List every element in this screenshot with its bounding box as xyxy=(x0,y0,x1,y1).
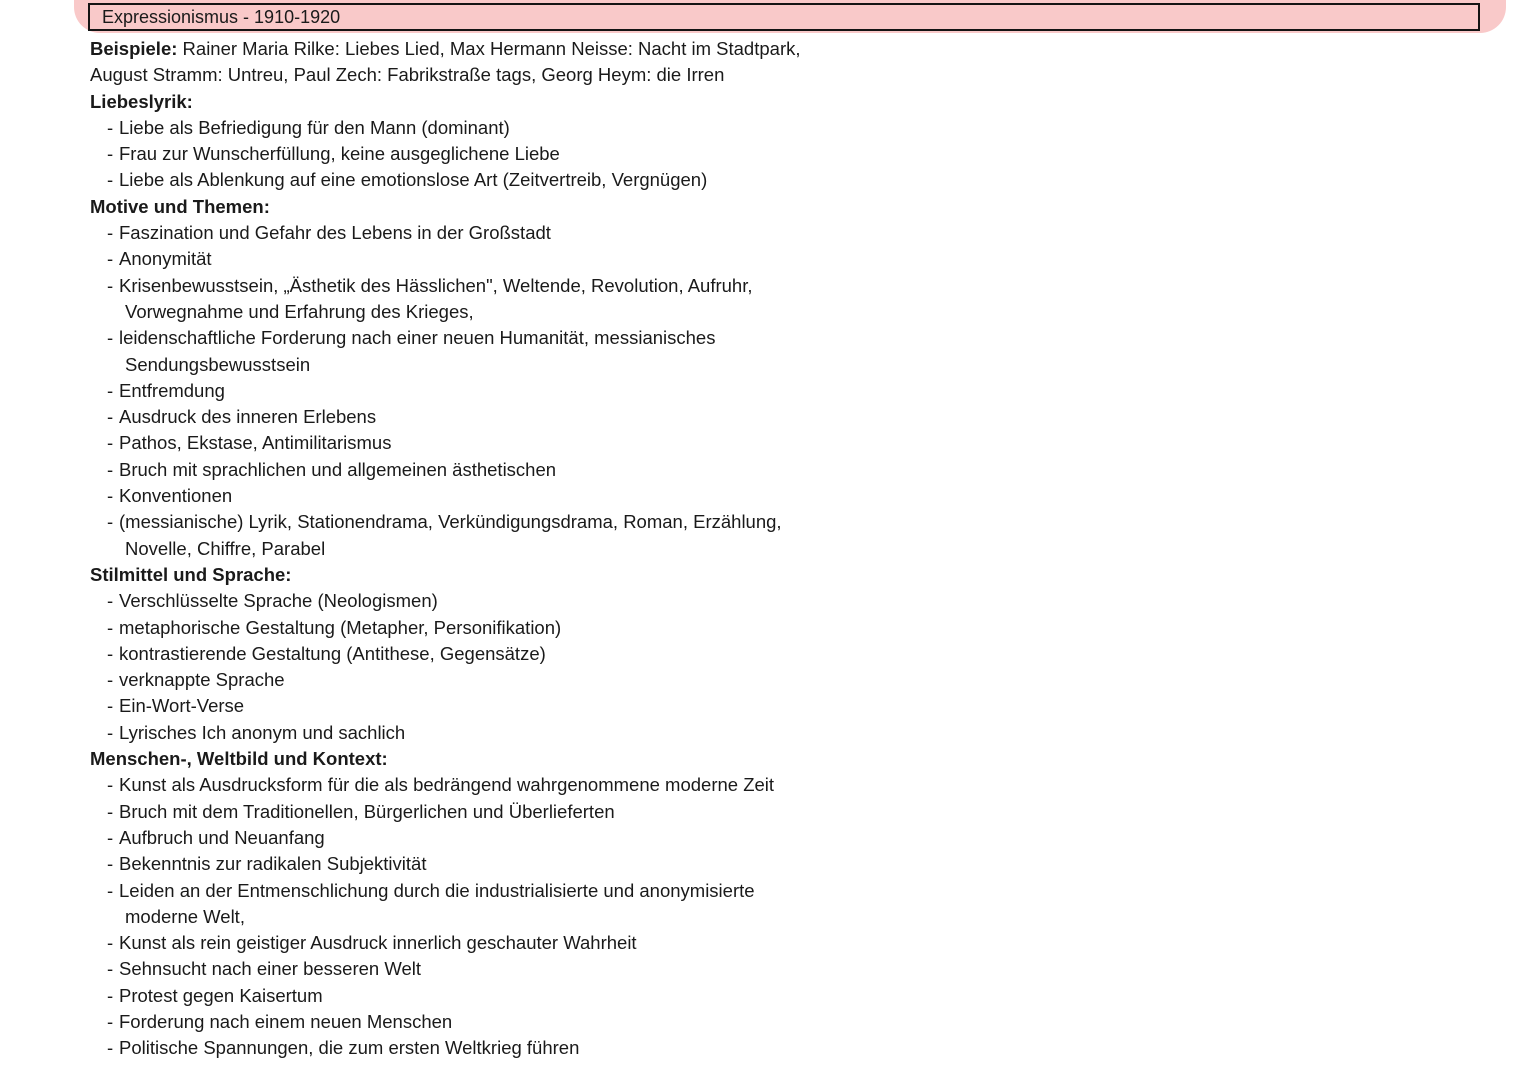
list-item: - Leiden an der Entmenschlichung durch die industrialisierte und anonymisierte moderne Welt, xyxy=(107,878,850,931)
examples-line-1: Rainer Maria Rilke: Liebes Lied, Max Hermann Neisse: Nacht im Stadtpark, xyxy=(182,38,801,59)
list-item: - (messianische) Lyrik, Stationendrama, Verkündigungsdrama, Roman, Erzählung, Novelle, Chiffre, Parabel xyxy=(107,509,850,562)
list-item: - verknappte Sprache xyxy=(107,667,850,693)
examples-paragraph xyxy=(90,36,850,89)
list-item: - Frau zur Wunscherfüllung, keine ausgeglichene Liebe xyxy=(107,141,850,167)
list-stilmittel xyxy=(90,588,850,746)
list-item: - Sehnsucht nach einer besseren Welt xyxy=(107,956,850,982)
document-body xyxy=(90,36,850,1062)
list-item: - Aufbruch und Neuanfang xyxy=(107,825,850,851)
heading-stilmittel: Stilmittel und Sprache: xyxy=(90,563,292,585)
page-title: Expressionismus - 1910-1920 xyxy=(88,3,1480,31)
list-item: - Protest gegen Kaisertum xyxy=(107,983,850,1009)
list-item: - kontrastierende Gestaltung (Antithese, Gegensätze) xyxy=(107,641,850,667)
list-item: - Bekenntnis zur radikalen Subjektivität xyxy=(107,851,850,877)
heading-motive: Motive und Themen: xyxy=(90,195,270,217)
list-item: - Bruch mit dem Traditionellen, Bürgerlichen und Überlieferten xyxy=(107,799,850,825)
list-item: - Ein-Wort-Verse xyxy=(107,693,850,719)
list-item: - Bruch mit sprachlichen und allgemeinen ästhetischen xyxy=(107,457,850,483)
list-item: - Politische Spannungen, die zum ersten Weltkrieg führen xyxy=(107,1035,850,1061)
list-item: - Liebe als Ablenkung auf eine emotionslose Art (Zeitvertreib, Vergnügen) xyxy=(107,167,850,193)
list-item: - Forderung nach einem neuen Menschen xyxy=(107,1009,850,1035)
list-item: - Anonymität xyxy=(107,246,850,272)
list-item: - Pathos, Ekstase, Antimilitarismus xyxy=(107,430,850,456)
examples-label: Beispiele: xyxy=(90,38,178,59)
list-item: - Faszination und Gefahr des Lebens in der Großstadt xyxy=(107,220,850,246)
heading-menschenbild: Menschen-, Weltbild und Kontext: xyxy=(90,748,388,770)
list-item: - Liebe als Befriedigung für den Mann (dominant) xyxy=(107,115,850,141)
list-motive xyxy=(90,220,850,562)
list-liebeslyrik xyxy=(90,115,850,194)
examples-line-2: August Stramm: Untreu, Paul Zech: Fabrikstraße tags, Georg Heym: die Irren xyxy=(90,64,725,86)
list-item: - metaphorische Gestaltung (Metapher, Personifikation) xyxy=(107,615,850,641)
list-item: - Ausdruck des inneren Erlebens xyxy=(107,404,850,430)
list-item: - Verschlüsselte Sprache (Neologismen) xyxy=(107,588,850,614)
list-item: - Kunst als Ausdrucksform für die als bedrängend wahrgenommene moderne Zeit xyxy=(107,772,850,798)
list-item: - Konventionen xyxy=(107,483,850,509)
list-item: - Krisenbewusstsein, „Ästhetik des Hässlichen", Weltende, Revolution, Aufruhr, Vorwegnahme und Erfahrung des Krieges, xyxy=(107,273,850,326)
list-item: - Entfremdung xyxy=(107,378,850,404)
heading-liebeslyrik: Liebeslyrik: xyxy=(90,90,193,112)
list-item: - Lyrisches Ich anonym und sachlich xyxy=(107,720,850,746)
list-item: - Kunst als rein geistiger Ausdruck innerlich geschauter Wahrheit xyxy=(107,930,850,956)
list-item: - leidenschaftliche Forderung nach einer neuen Humanität, messianisches Sendungsbewusstsein xyxy=(107,325,850,378)
list-menschenbild xyxy=(90,772,850,1061)
